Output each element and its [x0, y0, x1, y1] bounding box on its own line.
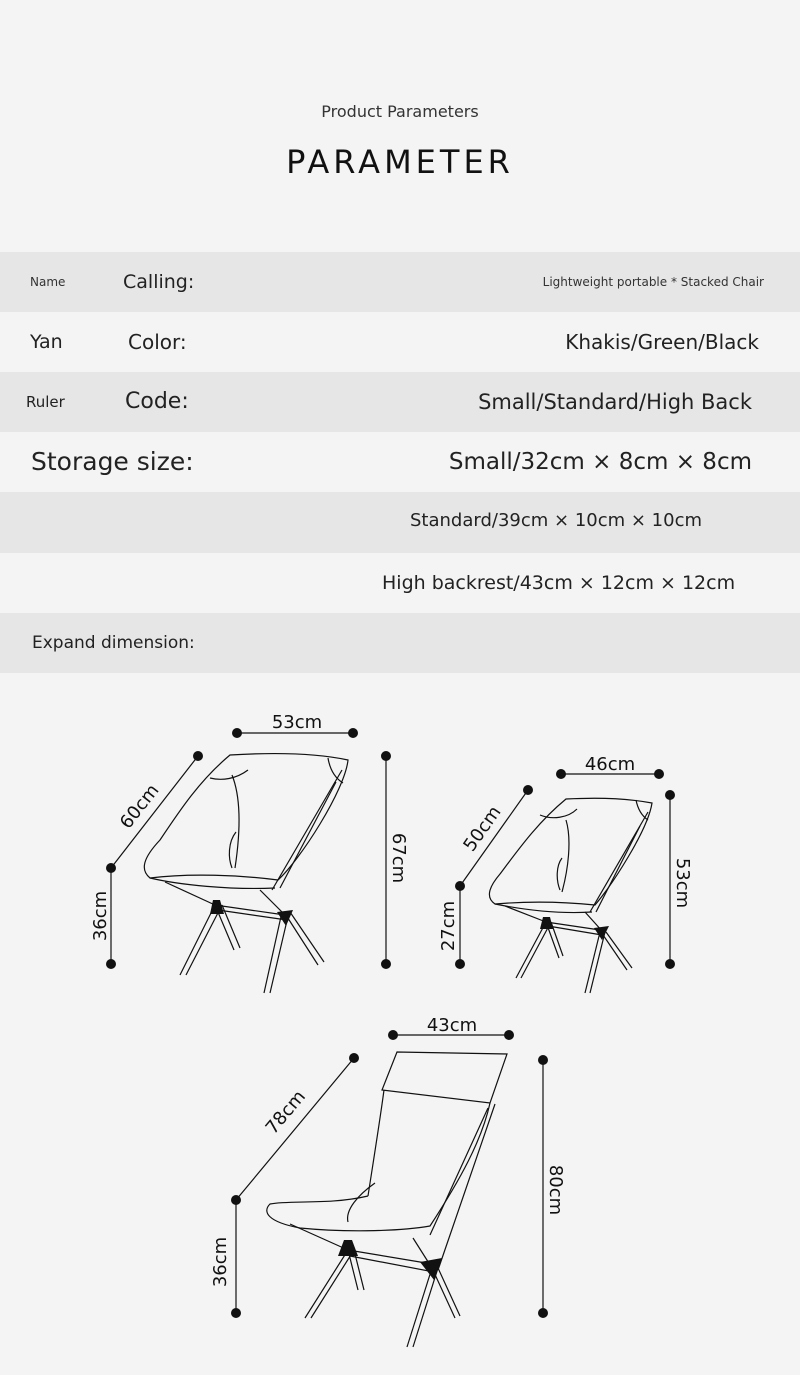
- row-side-label: Yan: [30, 331, 63, 353]
- standard-seat-height-label: 36cm: [90, 890, 111, 942]
- small-chair-illustration: [489, 798, 652, 993]
- high-back-depth-label: 78cm: [261, 1086, 311, 1139]
- standard-total-height-label: 67cm: [388, 832, 409, 884]
- high-back-seat-height-label: 36cm: [210, 1236, 231, 1288]
- small-seat-height-label: 27cm: [438, 900, 459, 952]
- row-value: Small/32cm × 8cm × 8cm: [448, 449, 752, 475]
- row-value: Lightweight portable * Stacked Chair: [542, 275, 764, 289]
- row-value: High backrest/43cm × 12cm × 12cm: [382, 572, 736, 594]
- dimension-lines: [111, 733, 670, 1313]
- row-side-label: Ruler: [26, 393, 65, 411]
- row-label: Calling:: [123, 271, 195, 293]
- row-label: Color:: [128, 330, 187, 354]
- small-width-label: 46cm: [584, 754, 636, 775]
- small-joint-front: [540, 917, 553, 929]
- standard-width-label: 53cm: [271, 712, 323, 733]
- row-label: Code:: [125, 389, 189, 414]
- row-value: Khakis/Green/Black: [565, 330, 759, 354]
- row-value: Small/Standard/High Back: [478, 390, 752, 414]
- section-title: PARAMETER: [286, 143, 514, 181]
- small-depth-label: 50cm: [459, 802, 506, 856]
- row-value: Standard/39cm × 10cm × 10cm: [410, 510, 703, 531]
- row-side-label: Name: [30, 275, 66, 289]
- small-total-height-label: 53cm: [672, 857, 693, 909]
- standard-chair-illustration: [144, 754, 348, 993]
- row-label: Storage size:: [31, 447, 194, 476]
- high-back-total-height-label: 80cm: [545, 1164, 566, 1216]
- section-subtitle: Product Parameters: [321, 102, 479, 121]
- row-label: Expand dimension:: [32, 633, 195, 653]
- high-back-joint-front: [338, 1240, 358, 1256]
- standard-joint-front: [210, 900, 224, 914]
- standard-depth-label: 60cm: [115, 780, 164, 833]
- high-back-width-label: 43cm: [426, 1015, 478, 1036]
